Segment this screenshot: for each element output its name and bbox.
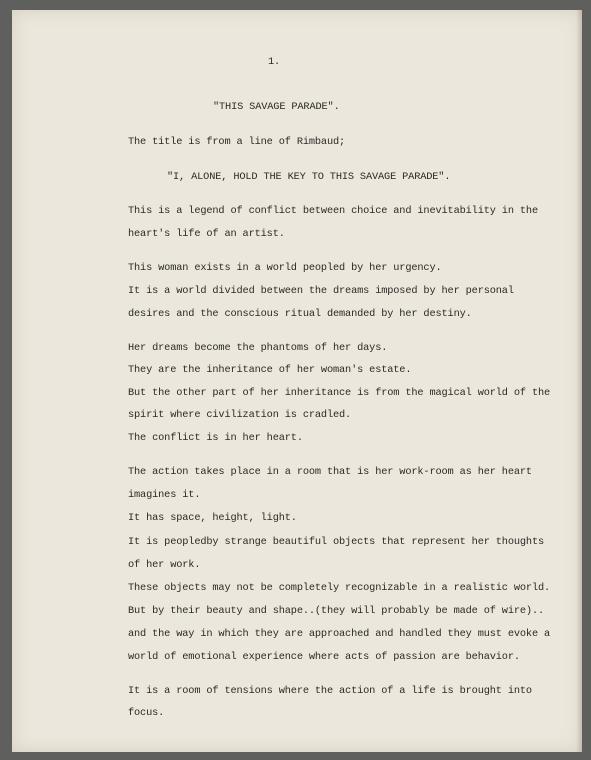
- text-line: heart's life of an artist.: [128, 228, 285, 240]
- rimbaud-quote: "I, ALONE, HOLD THE KEY TO THIS SAVAGE PARADE".: [167, 171, 451, 183]
- text-line: It is a room of tensions where the action of a life is brought into: [128, 685, 532, 697]
- intro-line: The title is from a line of Rimbaud;: [128, 136, 346, 148]
- text-line: The action takes place in a room that is her work-room as her heart: [128, 466, 532, 478]
- text-line: of her work.: [128, 559, 201, 571]
- text-line: These objects may not be completely recognizable in a realistic world.: [128, 582, 551, 594]
- text-line: They are the inheritance of her woman's estate.: [128, 364, 412, 376]
- text-line: But by their beauty and shape..(they will probably be made of wire)..: [128, 605, 545, 617]
- text-line: spirit where civilization is cradled.: [128, 409, 352, 421]
- page-number: 1.: [268, 56, 281, 68]
- text-line: imagines it.: [128, 489, 201, 501]
- text-line: This is a legend of conflict between choice and inevitability in the: [128, 205, 538, 217]
- text-line: desires and the conscious ritual demanded by her destiny.: [128, 308, 472, 320]
- text-line: It is a world divided between the dreams imposed by her personal: [128, 285, 514, 297]
- text-line: This woman exists in a world peopled by her urgency.: [128, 262, 442, 274]
- text-line: focus.: [128, 707, 165, 719]
- text-line: The conflict is in her heart.: [128, 432, 303, 444]
- document-title: "THIS SAVAGE PARADE".: [213, 101, 340, 113]
- typewritten-page: [12, 10, 582, 752]
- text-line: It has space, height, light.: [128, 512, 297, 524]
- text-line: But the other part of her inheritance is from the magical world of the: [128, 387, 551, 399]
- text-line: world of emotional experience where acts of passion are behavior.: [128, 651, 520, 663]
- text-line: Her dreams become the phantoms of her days.: [128, 342, 388, 354]
- text-line: It is peopledby strange beautiful objects that represent her thoughts: [128, 536, 545, 548]
- text-line: and the way in which they are approached and handled they must evoke a: [128, 628, 551, 640]
